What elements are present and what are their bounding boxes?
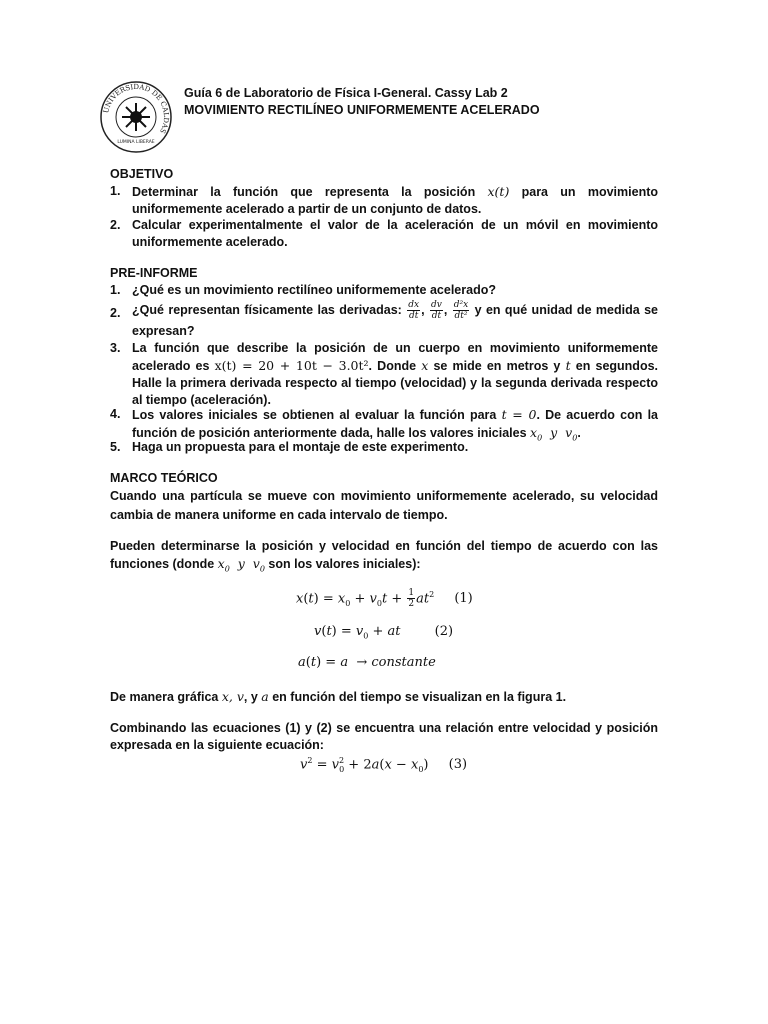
section-title-objetivo: OBJETIVO [110, 167, 174, 181]
header-title: Guía 6 de Laboratorio de Física I-General. Cassy Lab 2 [184, 86, 508, 100]
marco-paragraph-3: De manera gráfica x, v, y a en función del tiempo se visualizan en la figura 1. [110, 689, 567, 704]
equation-1: $x(t) = x_0 + v_0t$ + $\frac{1}{2}$ $at^2$ (1) [296, 588, 473, 610]
equation-3: $v^2 = v^2_0 + 2a(x - x_0)$ (3) [300, 756, 468, 774]
preinforme-num-3: 3. [110, 341, 121, 355]
preinforme-num-5: 5. [110, 440, 121, 454]
section-title-marco: MARCO TEÓRICO [110, 471, 218, 485]
preinforme-num-4: 4. [110, 407, 121, 421]
marco-paragraph-1: Cuando una partícula se mueve con movimiento uniformemente acelerado, su velocidad cambia de manera uniforme en cada intervalo de tiempo. [110, 489, 658, 522]
equation-acceleration: a(t) = a → constante [298, 655, 436, 670]
preinforme-item-1: ¿Qué es un movimiento rectilíneo uniformemente acelerado? [132, 283, 496, 297]
preinforme-num-1: 1. [110, 283, 121, 297]
preinforme-item-5: Haga un propuesta para el montaje de este experimento. [132, 440, 469, 454]
preinforme-item-4: Los valores iniciales se obtienen al evaluar la función para t = 0. De acuerdo con la función de posición anteriormente dada, halle los valores iniciales $x_0$ y $v_0$. [132, 407, 658, 443]
equation-2: $v(t) = v_0$ + at (2) [314, 624, 454, 641]
university-seal-logo [98, 79, 174, 155]
document-header [184, 85, 540, 119]
svg-text:LUMINA LIBERAE: LUMINA LIBERAE [117, 140, 155, 145]
preinforme-item-2: ¿Qué representan físicamente las derivadas: $\frac{dx}{dt}$ , $\frac{dv}{dt}$ , $\frac{\text{d²x}}{\text{dt²}}$ y en qué unidad de medida se expresan? [132, 300, 659, 339]
marco-paragraph-2: Pueden determinarse la posición y velocidad en función del tiempo de acuerdo con las funciones (donde $x_0$ y $v_0$ son los valores iniciales): [110, 539, 658, 574]
svg-text:UNIVERSIDAD DE CALDAS: UNIVERSIDAD DE CALDAS [102, 82, 171, 135]
objetivo-item-2: Calcular experimentalmente el valor de la aceleración de un móvil en movimiento uniformemente acelerado. [132, 218, 658, 249]
objetivo-num-2: 2. [110, 218, 121, 232]
header-subtitle: MOVIMIENTO RECTILÍNEO UNIFORMEMENTE ACELERADO [184, 103, 540, 117]
preinforme-num-2: 2. [110, 306, 121, 320]
section-title-preinforme: PRE-INFORME [110, 266, 198, 280]
objetivo-item-1: Determinar la función que representa la posición x(t) para un movimiento uniformemente acelerado a partir de un conjunto de datos. [132, 184, 658, 216]
objetivo-num-1: 1. [110, 184, 121, 198]
marco-paragraph-4: Combinando las ecuaciones (1) y (2) se encuentra una relación entre velocidad y posición expresada en la siguiente ecuación: [110, 721, 658, 752]
preinforme-item-3: La función que describe la posición de un cuerpo en movimiento uniformemente acelerado es x(t) = 20 + 10t − 3.0t². Donde x se mide en metros y t en segundos. Halle la primera derivada respecto al tiempo (velocidad) y la segunda derivada respecto al tiempo (aceleración). [132, 341, 659, 407]
